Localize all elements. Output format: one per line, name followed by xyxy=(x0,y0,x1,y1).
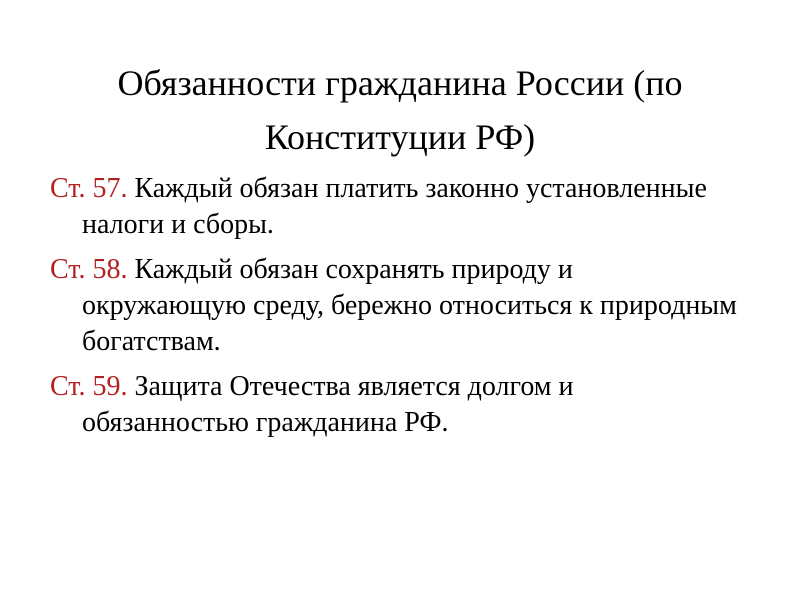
article-58 xyxy=(50,252,742,360)
slide-title: Обязанности гражданина России (по Конституции РФ) xyxy=(117,63,683,157)
article-list xyxy=(0,171,800,450)
article-text: Каждый обязан платить законно установленные налоги и сборы. xyxy=(82,173,707,240)
article-57 xyxy=(50,171,742,243)
article-59 xyxy=(50,369,742,441)
article-number: Ст. 58. xyxy=(50,254,128,285)
article-number: Ст. 57. xyxy=(50,173,128,204)
article-text: Каждый обязан сохранять природу и окружающую среду, бережно относиться к природным богатствам. xyxy=(82,254,737,357)
article-number: Ст. 59. xyxy=(50,371,128,402)
article-text: Защита Отечества является долгом и обязанностью гражданина РФ. xyxy=(82,371,574,438)
